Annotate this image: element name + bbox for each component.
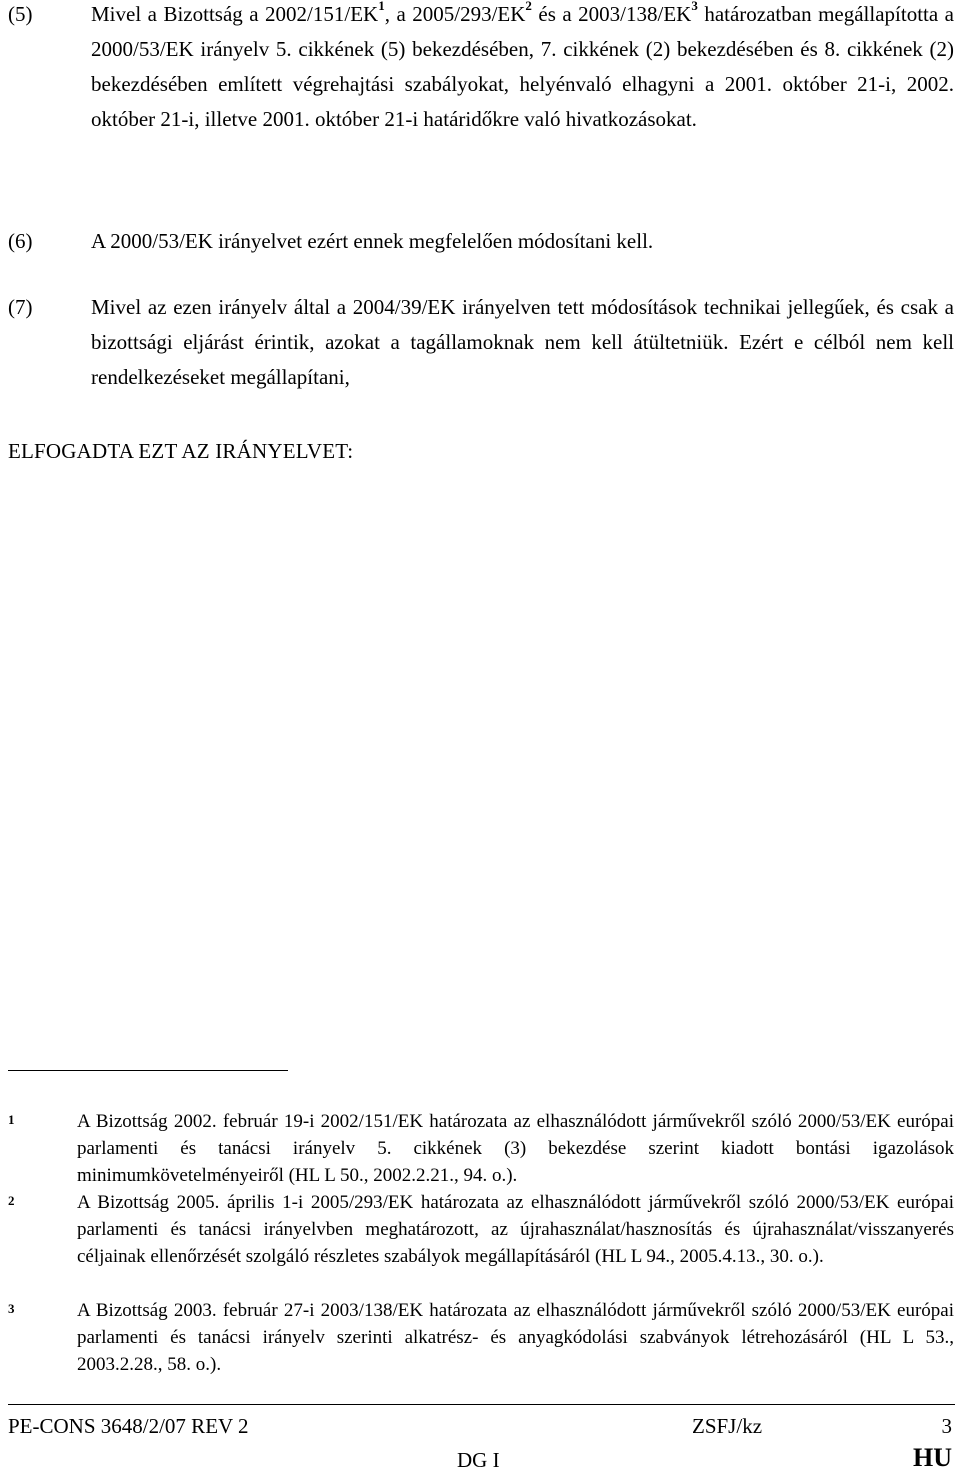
footnote-number: 2 — [8, 1193, 15, 1208]
directorate-general: DG I — [457, 1448, 500, 1472]
footnote-number: 3 — [8, 1301, 15, 1316]
page-number: 3 — [941, 1414, 952, 1438]
recital-6 — [8, 224, 954, 259]
document-reference: PE-CONS 3648/2/07 REV 2 — [8, 1414, 249, 1438]
footnote-ref-3[interactable]: 3 — [691, 0, 698, 13]
recital-text-part: Mivel a Bizottság a 2002/151/EK — [91, 2, 379, 26]
footnote-3 — [8, 1297, 954, 1378]
author-initials: ZSFJ/kz — [692, 1414, 763, 1438]
recital-text-part: , a 2005/293/EK — [384, 2, 526, 26]
footer-separator — [8, 1404, 955, 1405]
recital-5 — [8, 0, 954, 137]
footnote-separator — [8, 1070, 288, 1071]
footnote-ref-2[interactable]: 2 — [525, 0, 532, 13]
recital-number: (7) — [8, 295, 33, 319]
adoption-formula: ELFOGADTA EZT AZ IRÁNYELVET: — [8, 439, 354, 463]
recital-text — [91, 0, 954, 137]
recital-text: Mivel az ezen irányelv által a 2004/39/EK irányelven tett módosítások technikai jellegűek, és csak a bizottsági eljárást érintik, azokat a tagállamoknak nem kell átültetniük. Ezért e célból nem kell rendelkezéseket megállapítani, — [91, 295, 954, 389]
recital-number: (6) — [8, 229, 33, 253]
footnote-1 — [8, 1108, 954, 1189]
recital-number: (5) — [8, 2, 33, 26]
footnote-2 — [8, 1189, 954, 1270]
footnote-ref-1[interactable]: 1 — [378, 0, 385, 13]
footnote-text: A Bizottság 2002. február 19-i 2002/151/EK határozata az elhasználódott járművekről szóló 2000/53/EK európai parlamenti és tanácsi irányelv 5. cikkének (3) bekezdése szerint kiadott bontási igazolások minimumkövetelményeiről (HL L 50., 2002.2.21., 94. o.). — [77, 1111, 954, 1186]
recital-text-part: és a 2003/138/EK — [531, 2, 692, 26]
language-code: HU — [913, 1443, 952, 1472]
footnote-text: A Bizottság 2003. február 27-i 2003/138/EK határozata az elhasználódott járművekről szóló 2000/53/EK európai parlamenti és tanácsi irányelv szerinti alkatrész- és anyagkódolási szabványok létrehozásáról (HL L 53., 2003.2.28., 58. o.). — [77, 1300, 954, 1375]
recital-7 — [8, 290, 954, 395]
footnote-number: 1 — [8, 1112, 15, 1127]
recital-text: A 2000/53/EK irányelvet ezért ennek megfelelően módosítani kell. — [91, 229, 654, 253]
recital-text-part: határozatban megállapította a 2000/53/EK irányelv 5. cikkének (5) bekezdésében, 7. cikkének (2) bekezdésében és 8. cikkének (2) bekezdésében említett végrehajtási szabályokat, helyénvaló elhagyni a 2001. október 21-i, 2002. október 21-i, illetve 2001. október 21-i határidőkre való hivatkozásokat. — [91, 2, 954, 131]
footnote-text: A Bizottság 2005. április 1-i 2005/293/EK határozata az elhasználódott járművekről szóló 2000/53/EK európai parlamenti és tanácsi irányelvben meghatározott, az újrahasználat/hasznosítás és újrahasználat/visszanyerés céljainak ellenőrzését szolgáló részletes szabályok megállapításáról (HL L 94., 2005.4.13., 30. o.). — [77, 1192, 954, 1267]
